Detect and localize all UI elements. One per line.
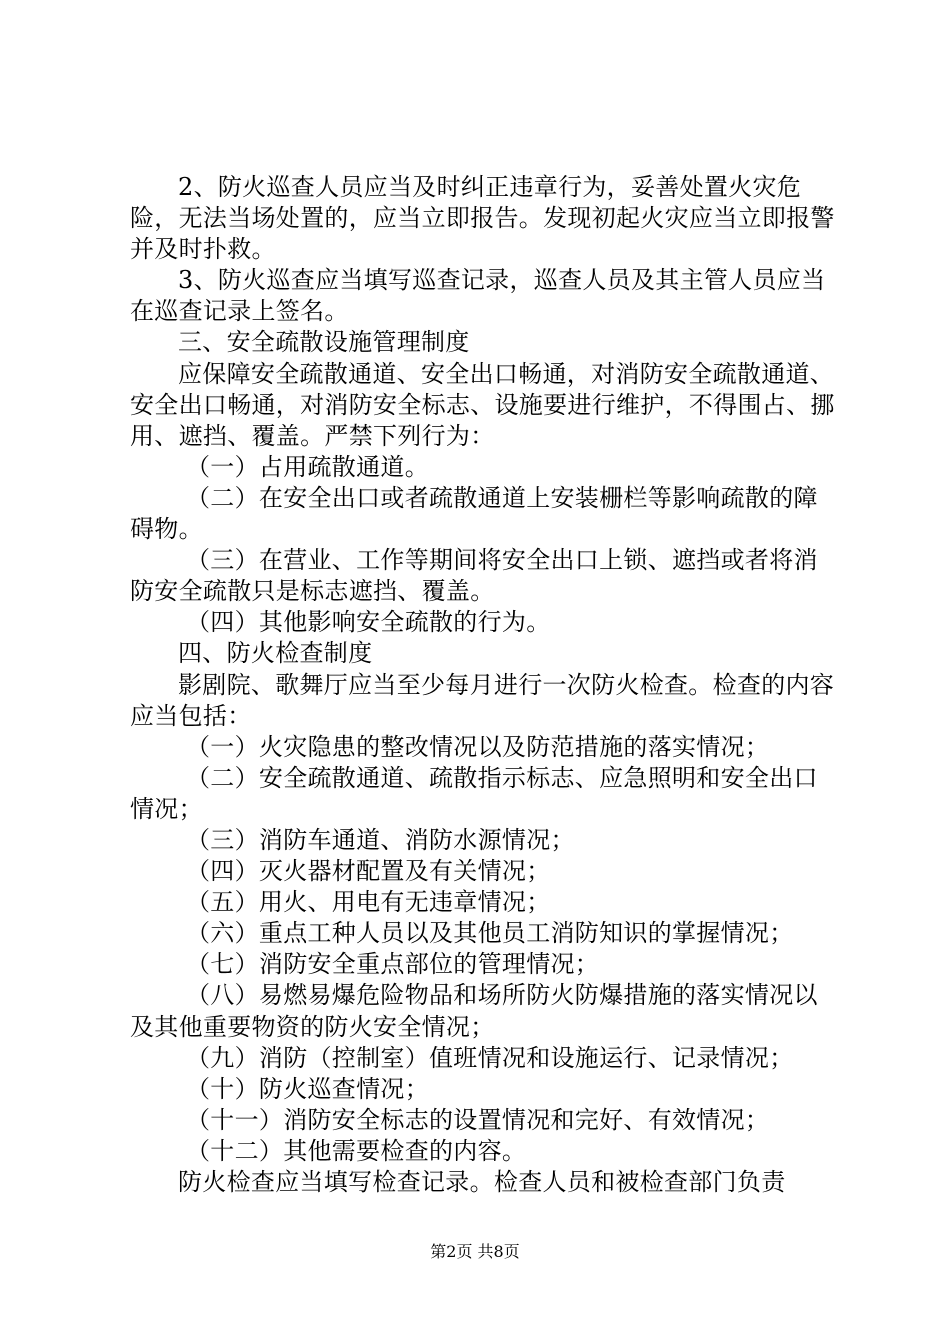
section-heading: 四、防火检查制度 xyxy=(178,639,373,668)
paragraph: 2、防火巡查人员应当及时纠正违章行为，妥善处置火灾危险，无法当场处置的，应当立即报告。发现初起火灾应当立即报警并及时扑救。 xyxy=(130,173,835,264)
paragraph: 应保障安全疏散通道、安全出口畅通，对消防安全疏散通道、安全出口畅通，对消防安全标志、设施要进行维护，不得围占、挪用、遮挡、覆盖。严禁下列行为： xyxy=(130,359,835,450)
list-item: （一）火灾隐患的整改情况以及防范措施的落实情况； xyxy=(186,732,770,761)
document-body xyxy=(130,172,835,1198)
list-item: （十二）其他需要检查的内容。 xyxy=(186,1136,527,1165)
list-item: （九）消防（控制室）值班情况和设施运行、记录情况； xyxy=(186,1043,794,1072)
paragraph: 防火检查应当填写检查记录。检查人员和被检查部门负责 xyxy=(178,1168,786,1196)
list-item: （一）占用疏散通道。 xyxy=(186,452,429,481)
list-item: （四）灭火器材配置及有关情况； xyxy=(186,857,551,886)
list-item: （五）用火、用电有无违章情况； xyxy=(186,888,551,917)
list-item: （六）重点工种人员以及其他员工消防知识的掌握情况； xyxy=(186,919,794,948)
section-heading: 三、安全疏散设施管理制度 xyxy=(178,328,470,357)
list-item: （十一）消防安全标志的设置情况和完好、有效情况； xyxy=(186,1105,770,1134)
paragraph: 3、防火巡查应当填写巡查记录，巡查人员及其主管人员应当在巡查记录上签名。 xyxy=(130,266,826,326)
paragraph: 影剧院、歌舞厅应当至少每月进行一次防火检查。检查的内容应当包括： xyxy=(130,670,835,730)
list-item: （四）其他影响安全疏散的行为。 xyxy=(186,608,551,637)
list-item: （二）在安全出口或者疏散通道上安装栅栏等影响疏散的障碍物。 xyxy=(130,483,818,544)
list-item: （八）易燃易爆危险物品和场所防火防爆措施的落实情况以及其他重要物资的防火安全情况； xyxy=(130,981,818,1041)
page-number-footer: 第2页 共8页 xyxy=(430,1242,520,1261)
list-item: （十）防火巡查情况； xyxy=(186,1074,429,1103)
list-item: （三）在营业、工作等期间将安全出口上锁、遮挡或者将消防安全疏散只是标志遮挡、覆盖。 xyxy=(130,546,818,606)
list-item: （七）消防安全重点部位的管理情况； xyxy=(186,950,600,979)
list-item: （三）消防车通道、消防水源情况； xyxy=(186,825,575,854)
list-item: （二）安全疏散通道、疏散指示标志、应急照明和安全出口情况； xyxy=(130,763,818,823)
